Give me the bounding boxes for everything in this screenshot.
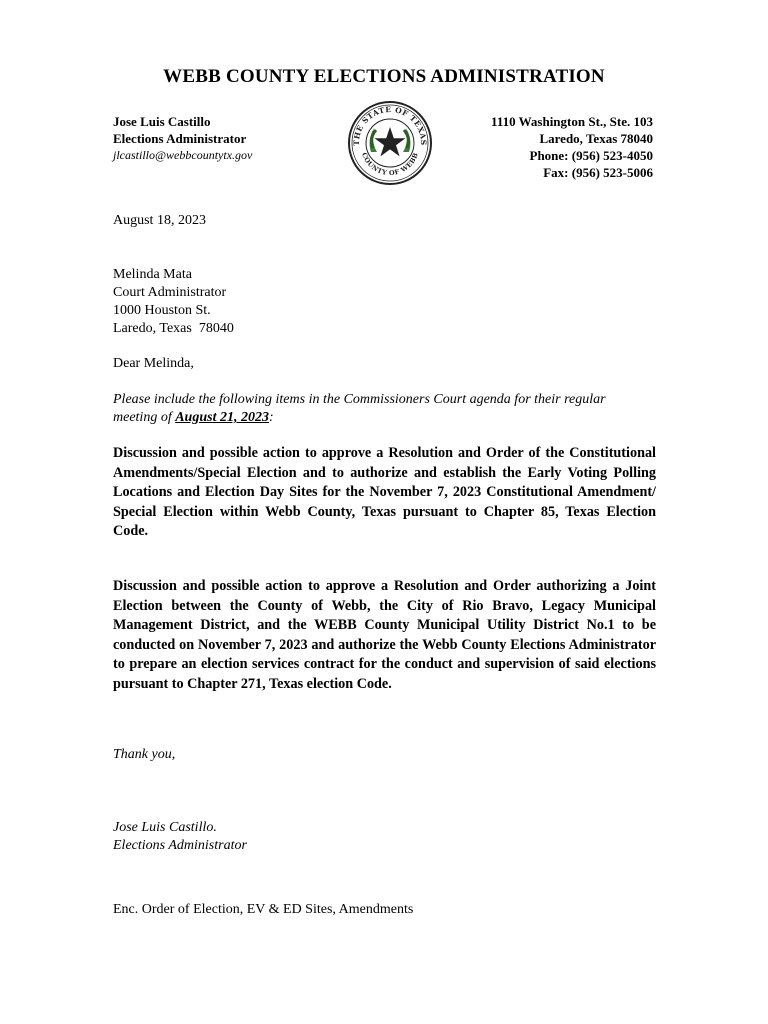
office-city: Laredo, Texas 78040 — [539, 131, 653, 146]
recipient-title: Court Administrator — [113, 285, 227, 300]
texas-seal-star-icon — [347, 100, 433, 186]
intro-line-2 — [113, 409, 658, 427]
signature-name: Jose Luis Castillo. — [113, 820, 217, 835]
closing: Thank you, — [113, 747, 176, 762]
sender-position: Elections Administrator — [113, 131, 247, 146]
office-phone: Phone: (956) 523-4050 — [529, 148, 653, 163]
recipient-city: Laredo, Texas 78040 — [113, 321, 234, 336]
meeting-date: August 21, 2023 — [175, 410, 269, 425]
letter-date: August 18, 2023 — [113, 213, 206, 228]
seal-top-text: THE STATE OF TEXAS — [351, 104, 429, 146]
seal-bottom-text: COUNTY OF WEBB — [360, 151, 421, 178]
agenda-item: Discussion and possible action to approve a Resolution and Order authorizing a Joint Election between the County of Webb, the City of Rio Bravo, Legacy Municipal Management District, and the WEBB County Municipal Utility District No.1 to be conducted on November 7, 2023 and authorize the Webb County Elections Administrator to prepare an election services contract for the conduct and supervision of said elections pursuant to Chapter 271, Texas election Code. — [113, 578, 656, 692]
office-address — [491, 113, 653, 181]
recipient-name: Melinda Mata — [113, 267, 192, 282]
intro-paragraph — [113, 391, 658, 427]
salutation: Dear Melinda, — [113, 356, 194, 371]
enclosure-line: Enc. Order of Election, EV & ED Sites, Amendments — [113, 902, 414, 917]
office-street: 1110 Washington St., Ste. 103 — [491, 114, 653, 129]
recipient-address — [113, 266, 234, 338]
signature-block — [113, 819, 247, 855]
agenda-item: Discussion and possible action to approve a Resolution and Order of the Constitutional Amendments/Special Election and to authorize and establish the Early Voting Polling Locations and Election Day Sites for the November 7, 2023 Constitutional Amendment/ Special Election within Webb County, Texas pursuant to Chapter 85, Texas Election Code. — [113, 445, 656, 539]
sender-info — [113, 113, 252, 164]
sender-name: Jose Luis Castillo — [113, 114, 211, 129]
office-fax: Fax: (956) 523-5006 — [543, 165, 653, 180]
intro-prefix: meeting of — [113, 410, 176, 425]
intro-line-1: Please include the following items in the Commissioners Court agenda for their regular — [113, 392, 606, 407]
signature-title: Elections Administrator — [113, 838, 247, 853]
recipient-street: 1000 Houston St. — [113, 303, 211, 318]
sender-email[interactable]: jlcastillo@webbcountytx.gov — [113, 148, 253, 162]
letterhead-title: WEBB COUNTY ELECTIONS ADMINISTRATION — [163, 66, 605, 87]
intro-suffix: : — [268, 410, 274, 425]
